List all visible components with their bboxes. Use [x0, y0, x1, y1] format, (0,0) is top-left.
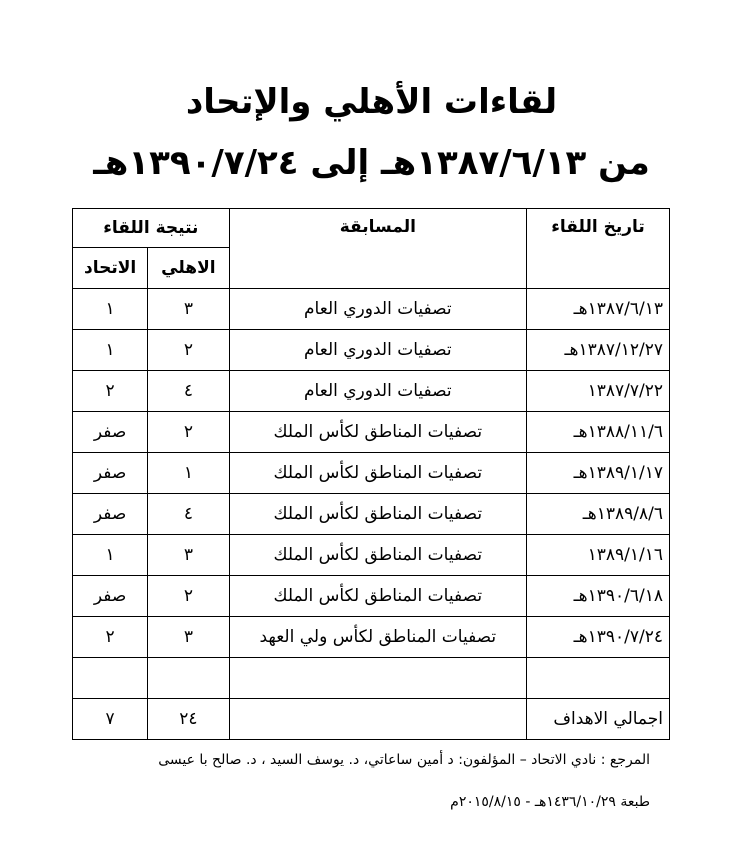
date-cell: ١٣٨٩/١/١٦ [527, 535, 670, 576]
competition-cell: تصفيات الدوري العام [229, 330, 526, 371]
ahli-score-cell: ٢ [148, 330, 229, 371]
table-body [73, 289, 670, 699]
header-ittihad: الاتحاد [73, 248, 148, 289]
table-row [73, 494, 670, 535]
competition-cell: تصفيات المناطق لكأس ولي العهد [229, 617, 526, 658]
table-header-row [73, 209, 670, 248]
table-row [73, 371, 670, 412]
ittihad-score-cell: صفر [73, 412, 148, 453]
reference-line: المرجع : نادي الاتحاد – المؤلفون: د أمين ساعاتي، د. يوسف السيد ، د. صالح با عيسى [158, 752, 650, 768]
header-result: نتيجة اللقاء [73, 209, 230, 248]
table-row [73, 412, 670, 453]
competition-cell: تصفيات المناطق لكأس الملك [229, 535, 526, 576]
ittihad-score-cell: ١ [73, 535, 148, 576]
ahli-score-cell: ٣ [148, 289, 229, 330]
matches-table [72, 208, 670, 740]
table-row [73, 289, 670, 330]
ittihad-score-cell: ٢ [73, 617, 148, 658]
ittihad-score-cell: صفر [73, 453, 148, 494]
table-row [73, 330, 670, 371]
date-cell: ١٣٨٧/٧/٢٢ [527, 371, 670, 412]
table-row [73, 617, 670, 658]
table-row [73, 576, 670, 617]
total-row [73, 699, 670, 740]
table-row [73, 535, 670, 576]
edition-line: طبعة ١٤٣٦/١٠/٢٩هـ - ٢٠١٥/٨/١٥م [450, 794, 650, 810]
ahli-score-cell: ٢ [148, 412, 229, 453]
ahli-score-cell: ١ [148, 453, 229, 494]
total-ahli: ٢٤ [148, 699, 229, 740]
competition-cell: تصفيات المناطق لكأس الملك [229, 412, 526, 453]
ittihad-score-cell: ١ [73, 330, 148, 371]
competition-cell: تصفيات المناطق لكأس الملك [229, 576, 526, 617]
header-competition: المسابقة [229, 209, 526, 289]
date-cell: ١٣٨٧/١٢/٢٧هـ [527, 330, 670, 371]
total-ittihad: ٧ [73, 699, 148, 740]
date-cell: ١٣٨٨/١١/٦هـ [527, 412, 670, 453]
ittihad-score-cell: ١ [73, 289, 148, 330]
date-cell [527, 658, 670, 699]
ittihad-score-cell [73, 658, 148, 699]
ittihad-score-cell: صفر [73, 494, 148, 535]
date-cell: ١٣٨٧/٦/١٣هـ [527, 289, 670, 330]
ahli-score-cell: ٣ [148, 617, 229, 658]
competition-cell: تصفيات الدوري العام [229, 289, 526, 330]
competition-cell [229, 658, 526, 699]
ahli-score-cell [148, 658, 229, 699]
competition-cell: تصفيات المناطق لكأس الملك [229, 453, 526, 494]
ahli-score-cell: ٤ [148, 494, 229, 535]
competition-cell: تصفيات الدوري العام [229, 371, 526, 412]
ittihad-score-cell: صفر [73, 576, 148, 617]
page-subtitle: من ١٣٨٧/٦/١٣هـ إلى ١٣٩٠/٧/٢٤هـ [93, 143, 650, 183]
total-empty-cell [229, 699, 526, 740]
ahli-score-cell: ٣ [148, 535, 229, 576]
table-row [73, 658, 670, 699]
ahli-score-cell: ٢ [148, 576, 229, 617]
table-row [73, 453, 670, 494]
date-cell: ١٣٨٩/١/١٧هـ [527, 453, 670, 494]
ahli-score-cell: ٤ [148, 371, 229, 412]
date-cell: ١٣٩٠/٦/١٨هـ [527, 576, 670, 617]
date-cell: ١٣٨٩/٨/٦هـ [527, 494, 670, 535]
header-date: تاريخ اللقاء [527, 209, 670, 289]
page-title: لقاءات الأهلي والإتحاد [185, 82, 558, 122]
competition-cell: تصفيات المناطق لكأس الملك [229, 494, 526, 535]
date-cell: ١٣٩٠/٧/٢٤هـ [527, 617, 670, 658]
header-ahli: الاهلي [148, 248, 229, 289]
total-label: اجمالي الاهداف [527, 699, 670, 740]
ittihad-score-cell: ٢ [73, 371, 148, 412]
